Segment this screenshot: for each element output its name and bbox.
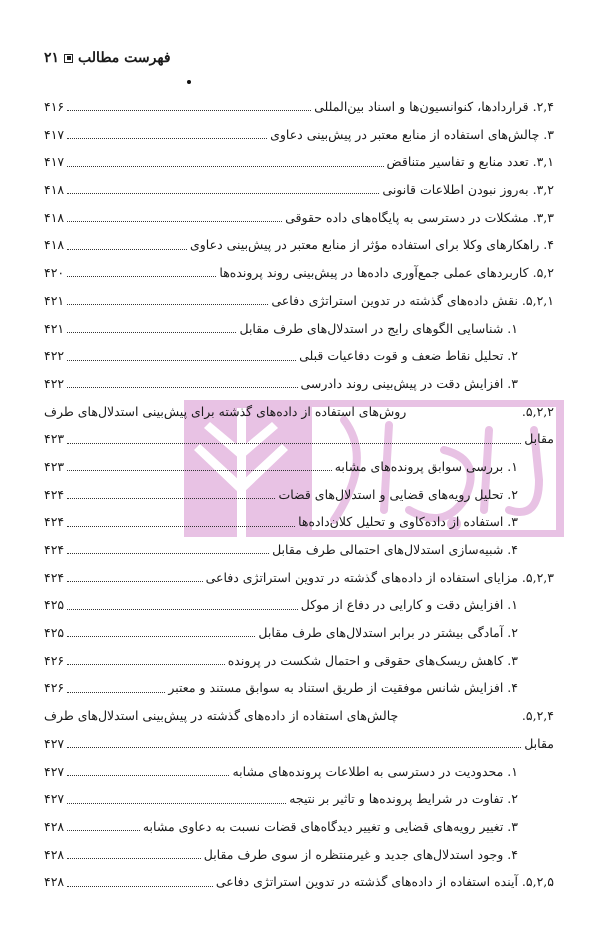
toc-page-number: ۴۲۵ (44, 597, 65, 613)
dot-leader (67, 166, 383, 167)
toc-entry[interactable] (44, 674, 554, 702)
dot-leader (67, 110, 311, 111)
toc-entry-title: افزایش دقت در پیش‌بینی روند دادرسی (300, 375, 504, 391)
toc-entry[interactable] (44, 148, 554, 176)
toc-entry-line (44, 508, 518, 536)
dot-leader (67, 553, 269, 554)
dot-leader (67, 664, 225, 665)
dot-leader (67, 498, 275, 499)
toc-entry[interactable] (44, 702, 554, 730)
toc-entry[interactable] (44, 259, 554, 287)
dot-leader (67, 249, 187, 250)
toc-entry[interactable] (44, 841, 554, 869)
toc-entry-title: راهکارهای وکلا برای استفاده مؤثر از منابع معتبر در پیش‌بینی دعاوی (189, 237, 540, 253)
toc-entry-number: ۵,۲,۵. (521, 874, 554, 890)
toc-page-number: ۴۲۲ (44, 375, 65, 391)
toc-entry[interactable] (44, 619, 554, 647)
toc-entry-number: ۱. (507, 763, 518, 779)
toc-entry-number: ۳. (543, 126, 554, 142)
toc-entry[interactable] (44, 647, 554, 675)
toc-page-number: ۴۲۸ (44, 846, 65, 862)
dot-leader (67, 276, 216, 277)
toc-page-number: ۴۲۳ (44, 431, 65, 447)
header-page-number: ۲۱ (44, 50, 60, 66)
toc-entry-title: وجود استدلال‌های جدید و غیرمنتظره از سوی طرف مقابل (203, 846, 504, 862)
dot-leader (67, 138, 267, 139)
toc-entry-line (44, 176, 554, 204)
dot-leader (67, 747, 521, 748)
toc-page-number: ۴۲۴ (44, 514, 65, 530)
toc-entry-title: به‌روز نبودن اطلاعات قانونی (382, 182, 529, 198)
toc-entry-title: مشکلات در دسترسی به پایگاه‌های داده حقوقی (285, 209, 529, 225)
toc-entry-number: ۴. (507, 680, 518, 696)
toc-entry[interactable] (44, 93, 554, 121)
toc-entry-line (44, 315, 518, 343)
toc-entry-title: روش‌های استفاده از داده‌های گذشته برای پیش‌بینی استدلال‌های طرف (44, 403, 407, 419)
toc-entry-title: کاربردهای عملی جمع‌آوری داده‌ها در پیش‌بینی روند پرونده‌ها (219, 265, 529, 281)
toc-entry-line (44, 370, 518, 398)
toc-entry-line (44, 453, 518, 481)
toc-entry-title: تحلیل رویه‌های قضایی و استدلال‌های قضات (278, 486, 504, 502)
toc-entry-title: تفاوت در شرایط پرونده‌ها و تاثیر بر نتیجه (289, 791, 504, 807)
dot-leader (67, 304, 268, 305)
toc-entry-line (44, 287, 554, 315)
dot-leader (67, 636, 255, 637)
toc-entry-number: ۳. (507, 818, 518, 834)
dot-leader (67, 470, 332, 471)
toc-entry-line (44, 398, 554, 426)
toc-page-number: ۴۲۷ (44, 763, 65, 779)
toc-entry-title: کاهش ریسک‌های حقوقی و احتمال شکست در پرونده (227, 652, 504, 668)
toc-entry[interactable] (44, 785, 554, 813)
toc-page-number: ۴۲۱ (44, 320, 65, 336)
toc-entry-number: ۲. (507, 791, 518, 807)
toc-entry-number: ۵,۲,۴. (521, 708, 554, 724)
dot-leader (67, 443, 521, 444)
toc-entry-number: ۵,۲. (532, 265, 554, 281)
toc-page-number: ۴۲۴ (44, 486, 65, 502)
toc-entry-line (44, 204, 554, 232)
toc-entry-line (44, 564, 554, 592)
toc-entry-title: مزایای استفاده از داده‌های گذشته در تدوین استراتژی دفاعی (205, 569, 518, 585)
toc-entry-number: ۳. (507, 375, 518, 391)
toc-entry-title: استفاده از داده‌کاوی و تحلیل کلان‌داده‌ها (298, 514, 504, 530)
dot-leader (67, 193, 379, 194)
toc-entry-title: چالش‌های استفاده از داده‌های گذشته در پیش‌بینی استدلال‌های طرف (44, 708, 399, 724)
toc-entry-line (44, 813, 518, 841)
dot-leader (67, 526, 295, 527)
dot-leader (67, 830, 140, 831)
toc-page-number: ۴۲۶ (44, 652, 65, 668)
toc-entry[interactable] (44, 536, 554, 564)
toc-entry-number: ۲. (507, 625, 518, 641)
toc-entry[interactable] (44, 481, 554, 509)
toc-entry-line (44, 231, 554, 259)
toc-entry-line (44, 702, 554, 730)
toc-entry-number: ۱. (507, 320, 518, 336)
toc-entry-number: ۴. (543, 237, 554, 253)
toc-entry-line (44, 785, 518, 813)
dot-leader (67, 886, 213, 887)
toc-entry-line (44, 342, 518, 370)
dot-leader (67, 221, 282, 222)
toc-entry-line (44, 619, 518, 647)
toc-page-number: ۴۲۴ (44, 569, 65, 585)
toc-page-number: ۴۱۸ (44, 182, 65, 198)
toc-entry-number: ۵,۲,۳. (521, 569, 554, 585)
toc-entry-line (44, 674, 518, 702)
toc-page-number: ۴۲۵ (44, 625, 65, 641)
table-of-contents (44, 93, 554, 896)
toc-entry[interactable] (44, 370, 554, 398)
toc-entry[interactable] (44, 315, 554, 343)
dot-leader (67, 858, 201, 859)
toc-entry-title: محدودیت در دسترسی به اطلاعات پرونده‌های مشابه (232, 763, 504, 779)
toc-entry-number: ۳,۳. (532, 209, 554, 225)
toc-entry-line (44, 591, 518, 619)
toc-entry-title: تحلیل نقاط ضعف و قوت دفاعیات قبلی (299, 348, 504, 364)
toc-entry-number: ۳,۱. (532, 154, 554, 170)
toc-entry-title: افزایش دقت و کارایی در دفاع از موکل (300, 597, 504, 613)
toc-entry[interactable] (44, 231, 554, 259)
toc-entry[interactable] (44, 564, 554, 592)
dot-leader (67, 581, 202, 582)
toc-entry-line (44, 481, 518, 509)
toc-entry-line (44, 730, 554, 758)
toc-entry-number: ۲. (507, 486, 518, 502)
toc-entry-line (44, 425, 554, 453)
toc-entry-number: ۱. (507, 597, 518, 613)
toc-page-number: ۴۲۳ (44, 458, 65, 474)
toc-page-number: ۴۱۷ (44, 126, 65, 142)
toc-entry-line (44, 868, 554, 896)
toc-entry-number: ۳,۲. (532, 182, 554, 198)
toc-entry[interactable] (44, 398, 554, 426)
toc-entry[interactable] (44, 342, 554, 370)
toc-entry-number: ۳. (507, 652, 518, 668)
toc-entry-title: قراردادها، کنوانسیون‌ها و اسناد بین‌المللی (314, 99, 529, 114)
toc-entry[interactable] (44, 176, 554, 204)
dot-leader (67, 360, 296, 361)
toc-entry-number: ۴. (507, 846, 518, 862)
toc-entry[interactable] (44, 758, 554, 786)
toc-page-number: ۴۲۷ (44, 735, 65, 751)
dot-leader (67, 803, 286, 804)
toc-page-number: ۴۱۸ (44, 237, 65, 253)
toc-entry-line (44, 647, 518, 675)
toc-entry-title: نقش داده‌های گذشته در تدوین استراتژی دفاعی (271, 292, 518, 308)
toc-entry-line (44, 148, 554, 176)
toc-entry-title: تغییر رویه‌های قضایی و تغییر دیدگاه‌های قضات نسبت به دعاوی مشابه (142, 818, 504, 834)
toc-entry[interactable] (44, 121, 554, 149)
toc-page-number: ۴۱۸ (44, 209, 65, 225)
toc-page-number: ۴۲۷ (44, 791, 65, 807)
dot-leader (67, 387, 297, 388)
stray-dot-mark (187, 80, 191, 84)
toc-page-number: ۴۲۸ (44, 818, 65, 834)
dot-leader (67, 775, 229, 776)
toc-page-number: ۴۲۶ (44, 680, 65, 696)
dot-leader (67, 332, 236, 333)
toc-page-number: ۴۱۶ (44, 99, 65, 114)
toc-page-number: ۴۲۴ (44, 542, 65, 557)
toc-entry-title: مقابل (524, 431, 554, 447)
toc-entry[interactable] (44, 591, 554, 619)
toc-entry[interactable] (44, 508, 554, 536)
toc-entry[interactable] (44, 453, 554, 481)
toc-entry[interactable] (44, 813, 554, 841)
toc-entry-title: مقابل (524, 735, 554, 751)
toc-page-number: ۴۲۸ (44, 874, 65, 890)
toc-entry-line (44, 841, 518, 869)
toc-entry-title: چالش‌های استفاده از منابع معتبر در پیش‌بینی دعاوی (270, 126, 540, 142)
toc-entry-number: ۵,۲,۱. (521, 292, 554, 308)
toc-entry-title: شبیه‌سازی استدلال‌های احتمالی طرف مقابل (272, 542, 504, 557)
toc-entry-line (44, 93, 554, 121)
toc-entry[interactable] (44, 287, 554, 315)
toc-entry-line (44, 758, 518, 786)
toc-entry-line (44, 121, 554, 149)
toc-entry-title: آینده استفاده از داده‌های گذشته در تدوین استراتژی دفاعی (215, 874, 518, 890)
boxed-square-icon (64, 54, 73, 63)
toc-entry-number: ۴. (507, 542, 518, 557)
toc-entry-number: ۱. (507, 458, 518, 474)
toc-entry-title: تعدد منابع و تفاسیر متناقض (386, 154, 529, 170)
toc-entry-line (44, 259, 554, 287)
toc-page-number: ۴۲۱ (44, 292, 65, 308)
toc-entry[interactable] (44, 868, 554, 896)
toc-page-number: ۴۲۰ (44, 265, 65, 281)
toc-entry[interactable] (44, 204, 554, 232)
toc-entry-number: ۳. (507, 514, 518, 530)
toc-entry-number: ۲. (507, 348, 518, 364)
toc-entry-title: افزایش شانس موفقیت از طریق استناد به سوابق مستند و معتبر (168, 680, 504, 696)
toc-page-number: ۴۲۲ (44, 348, 65, 364)
header-title: فهرست مطالب (78, 50, 171, 66)
toc-page-number: ۴۱۷ (44, 154, 65, 170)
toc-entry[interactable] (44, 425, 554, 453)
dot-leader (67, 609, 298, 610)
toc-entry-number: ۵,۲,۲. (521, 403, 554, 419)
toc-entry-number: ۲,۴. (532, 99, 554, 114)
toc-entry-line (44, 536, 518, 564)
toc-entry-title: بررسی سوابق پرونده‌های مشابه (334, 458, 504, 474)
toc-entry[interactable] (44, 730, 554, 758)
toc-entry-title: شناسایی الگوهای رایج در استدلال‌های طرف مقابل (239, 320, 504, 336)
dot-leader (67, 692, 165, 693)
page-header (44, 50, 171, 66)
toc-entry-title: آمادگی بیشتر در برابر استدلال‌های طرف مقابل (258, 625, 504, 641)
